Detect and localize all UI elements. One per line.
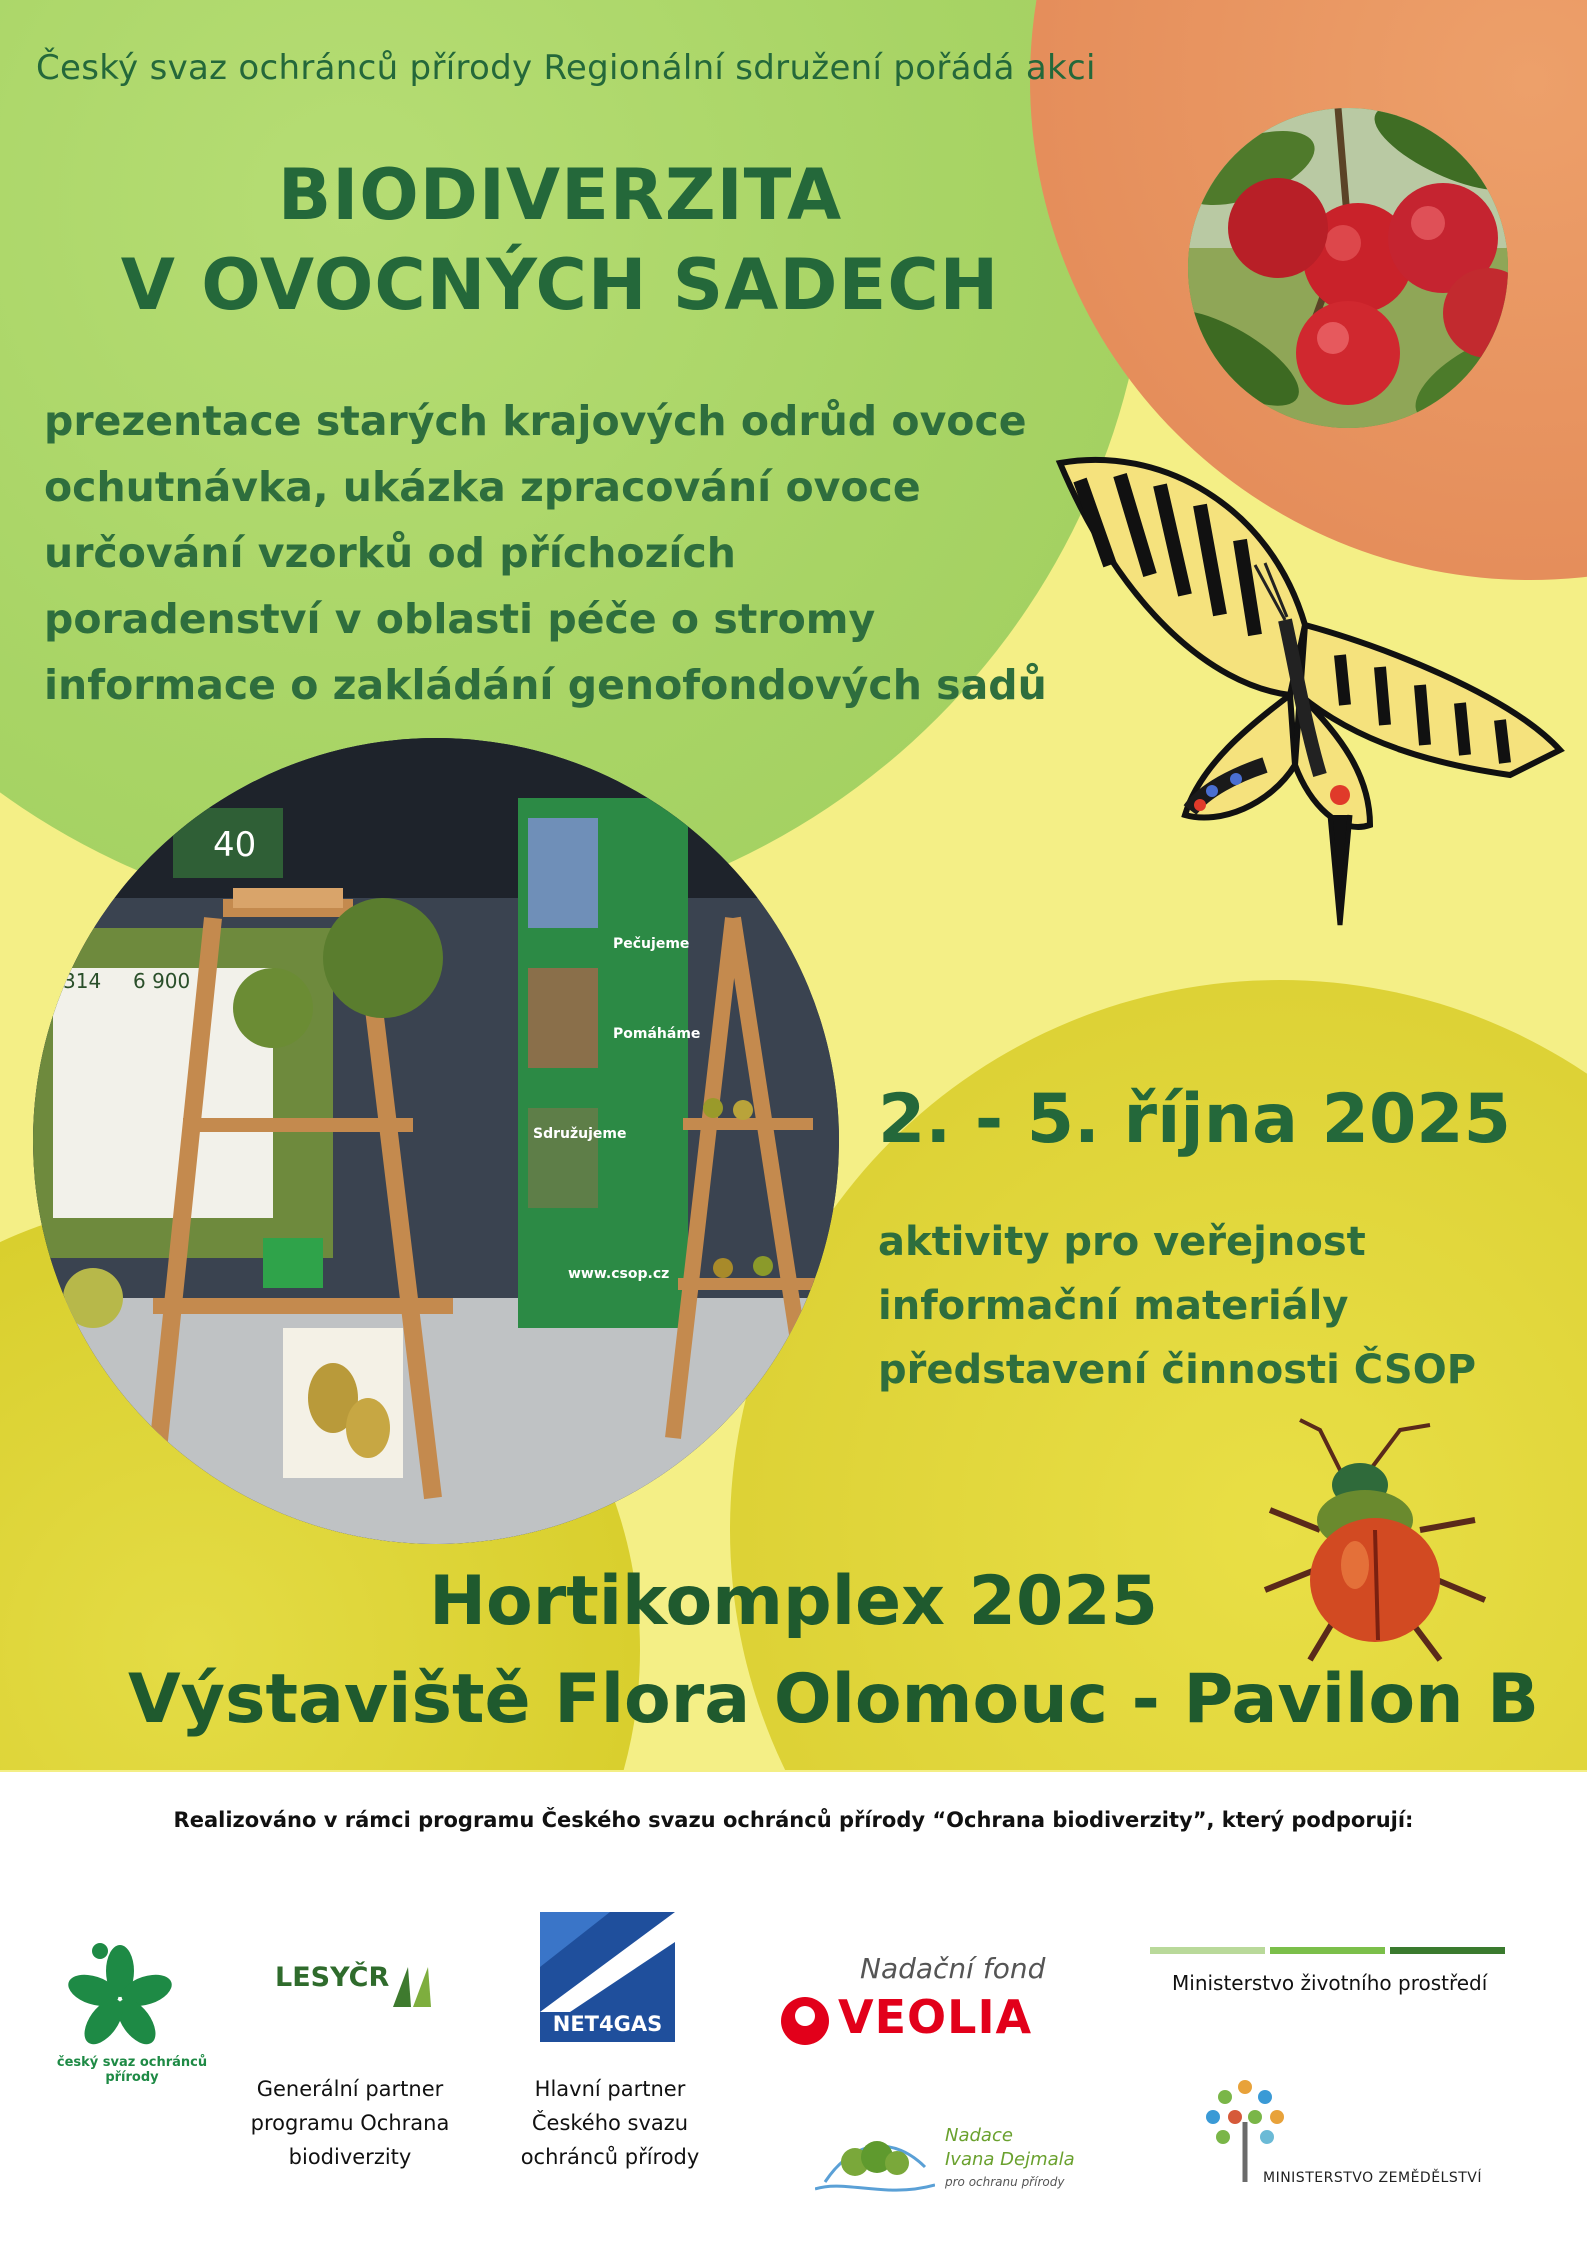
mze-tree-icon xyxy=(1195,2072,1295,2182)
lesy-cr-logo xyxy=(275,1962,445,2022)
net4gas-caption xyxy=(500,2072,720,2174)
banner-heading: Pomáháme xyxy=(613,1026,701,1042)
mzp-bar xyxy=(1150,1947,1265,1954)
booth-photo xyxy=(33,738,839,1544)
activity-item: poradenství v oblasti péče o stromy xyxy=(44,595,876,643)
organizer-line: Český svaz ochránců přírody Regionální sdružení pořádá akci xyxy=(36,48,1096,88)
caption-line: ochránců přírody xyxy=(520,2145,700,2169)
activities-list xyxy=(44,388,1047,718)
public-activity-item: aktivity pro veřejnost xyxy=(878,1219,1366,1265)
booth-stat: 314 xyxy=(63,969,102,993)
banner-heading: Sdružujeme xyxy=(533,1126,627,1142)
lesy-cr-tree-icon xyxy=(383,1962,443,2012)
net4gas-logo xyxy=(540,1912,675,2042)
event-date: 2. - 5. října 2025 xyxy=(878,1080,1511,1159)
venue-event-name: Hortikomplex 2025 xyxy=(429,1562,1158,1641)
booth-badge: 40 xyxy=(213,825,257,865)
mzp-bar xyxy=(1270,1947,1385,1954)
veolia-logo xyxy=(780,1952,1060,2052)
caption-line: Generální partner xyxy=(256,2077,444,2101)
nadace-dejmala-logo xyxy=(815,2117,1095,2217)
title-line-1: BIODIVERZITA xyxy=(277,154,843,236)
venue-location: Výstaviště Flora Olomouc - Pavilon B xyxy=(128,1660,1539,1739)
activity-item: informace o zakládání genofondových sadů xyxy=(44,661,1047,709)
activity-item: ochutnávka, ukázka zpracování ovoce xyxy=(44,463,921,511)
public-activities-list xyxy=(878,1210,1476,1402)
event-title xyxy=(80,150,1040,330)
caption-line: programu Ochrana xyxy=(250,2111,450,2135)
apples-photo xyxy=(1188,108,1508,428)
mze-logo xyxy=(1195,2072,1515,2222)
banner-heading: Pečujeme xyxy=(613,936,690,952)
lesy-cr-caption xyxy=(240,2072,460,2174)
program-text: Realizováno v rámci programu Českého svazu ochránců přírody “Ochrana biodiverzity”, který podporují: xyxy=(173,1808,1414,1832)
public-activity-item: představení činnosti ČSOP xyxy=(878,1347,1477,1393)
net4gas-logo-text: NET4GAS xyxy=(552,2012,663,2036)
dejmal-line-1: Nadace xyxy=(945,2125,1013,2146)
mzp-label: Ministerstvo životního prostředí xyxy=(1172,1971,1488,1995)
banner-web: www.csop.cz xyxy=(568,1266,670,1282)
title-line-2: V OVOCNÝCH SADECH xyxy=(120,244,1000,326)
activity-item: prezentace starých krajových odrůd ovoce xyxy=(44,397,1027,445)
caption-line: biodiverzity xyxy=(288,2145,412,2169)
csop-logo xyxy=(52,1937,208,2087)
dejmal-line-2: Ivana Dejmala xyxy=(945,2149,1075,2170)
public-activity-item: informační materiály xyxy=(878,1283,1349,1329)
caption-line: Hlavní partner xyxy=(534,2077,686,2101)
mzp-logo xyxy=(1150,1947,1510,2007)
caption-line: Českého svazu xyxy=(531,2111,689,2135)
dejmal-line-3: pro ochranu přírody xyxy=(945,2175,1065,2189)
mzp-bar xyxy=(1390,1947,1505,1954)
veolia-logo-top: Nadační fond xyxy=(860,1952,1046,1985)
swallowtail-butterfly-illustration xyxy=(1040,445,1580,935)
veolia-logo-main: VEOLIA xyxy=(838,1990,1033,2044)
partners-footer xyxy=(0,1772,1587,2245)
booth-stat: 6 900 xyxy=(133,969,191,993)
dejmal-trees-icon xyxy=(815,2127,935,2197)
csop-logo-text: český svaz ochránců přírody xyxy=(56,2055,208,2085)
lesy-cr-logo-text: LESYČR xyxy=(275,1962,390,1993)
activity-item: určování vzorků od příchozích xyxy=(44,529,736,577)
veolia-drop-icon xyxy=(780,1994,830,2048)
mze-label: MINISTERSTVO ZEMĚDĚLSTVÍ xyxy=(1263,2170,1482,2186)
